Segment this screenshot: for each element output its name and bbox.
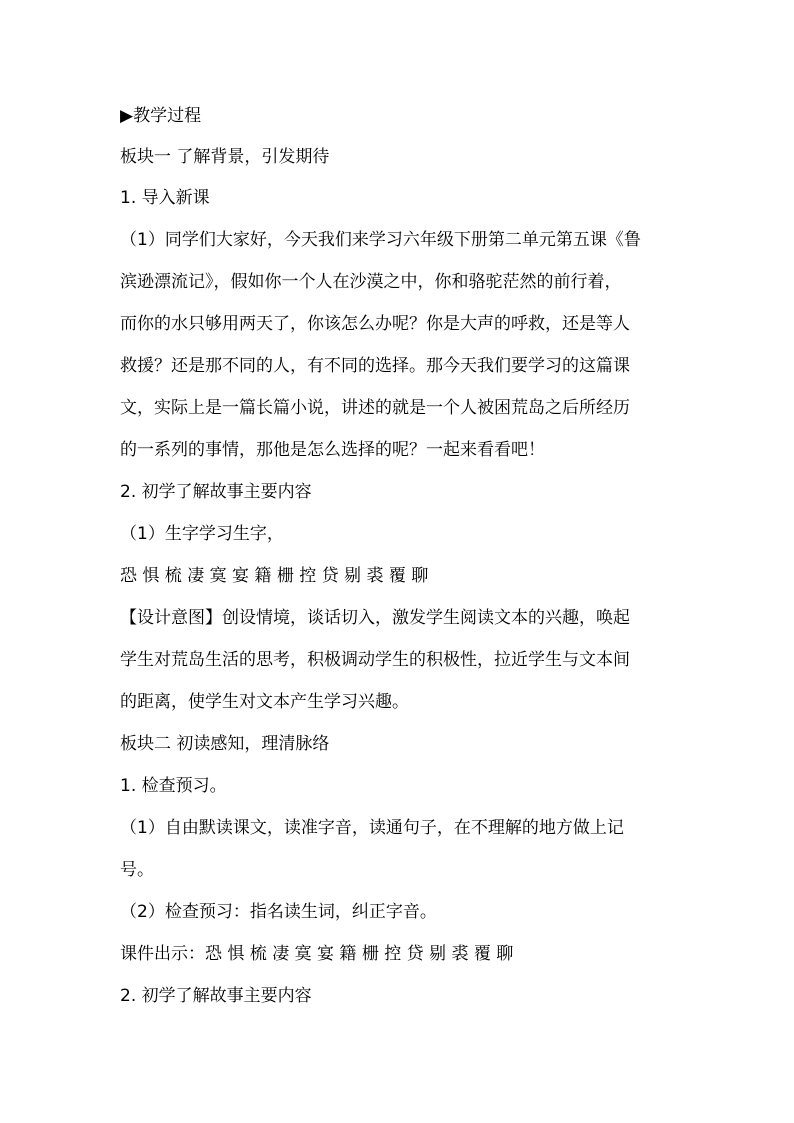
paragraph-line: 的一系列的事情，那他是怎么选择的呢？一起来看看吧！ [120,440,545,460]
sub-item-read-line: 号。 [120,860,154,880]
new-characters-list: 恐 惧 梳 凄 寞 宴 籍 栅 控 贷 剔 裘 覆 聊 [120,566,429,586]
design-intent-line: 的距离，使学生对文本产生学习兴趣。 [120,692,409,712]
paragraph-line: 救援？还是那不同的人，有不同的选择。那今天我们要学习的这篇课 [120,356,630,376]
item-4-title: 2. 初学了解故事主要内容 [120,986,312,1006]
design-intent-line: 【设计意图】创设情境，谈话切入，激发学生阅读文本的兴趣，唤起 [120,608,630,628]
item-2-title: 2. 初学了解故事主要内容 [120,482,312,502]
sub-item-check-preview: （2）检查预习：指名读生词，纠正字音。 [120,902,437,922]
section-1-title: 板块一 了解背景，引发期待 [120,147,330,167]
teaching-process-heading: ▶教学过程 [120,106,202,126]
item-1-title: 1. 导入新课 [120,188,210,208]
sub-item-new-characters: （1）生字学习生字， [120,524,284,544]
section-2-title: 板块二 初读感知，理清脉络 [120,734,330,754]
design-intent-line: 学生对荒岛生活的思考，积极调动学生的积极性，拉近学生与文本间 [120,650,630,670]
paragraph-line: 文，实际上是一篇长篇小说，讲述的就是一个人被困荒岛之后所经历 [120,398,630,418]
paragraph-line: 而你的水只够用两天了，你该怎么办呢？你是大声的呼救，还是等人 [120,314,630,334]
item-3-title: 1. 检查预习。 [120,776,227,796]
sub-item-read-line: （1）自由默读课文，读准字音，读通句子，在不理解的地方做上记 [120,818,624,838]
paragraph-line: 滨逊漂流记》，假如你一个人在沙漠之中，你和骆驼茫然的前行着， [120,272,622,292]
paragraph-line: （1）同学们大家好，今天我们来学习六年级下册第二单元第五课《鲁 [120,230,641,250]
courseware-display: 课件出示：恐 惧 梳 凄 寞 宴 籍 栅 控 贷 剔 裘 覆 聊 [120,944,514,964]
